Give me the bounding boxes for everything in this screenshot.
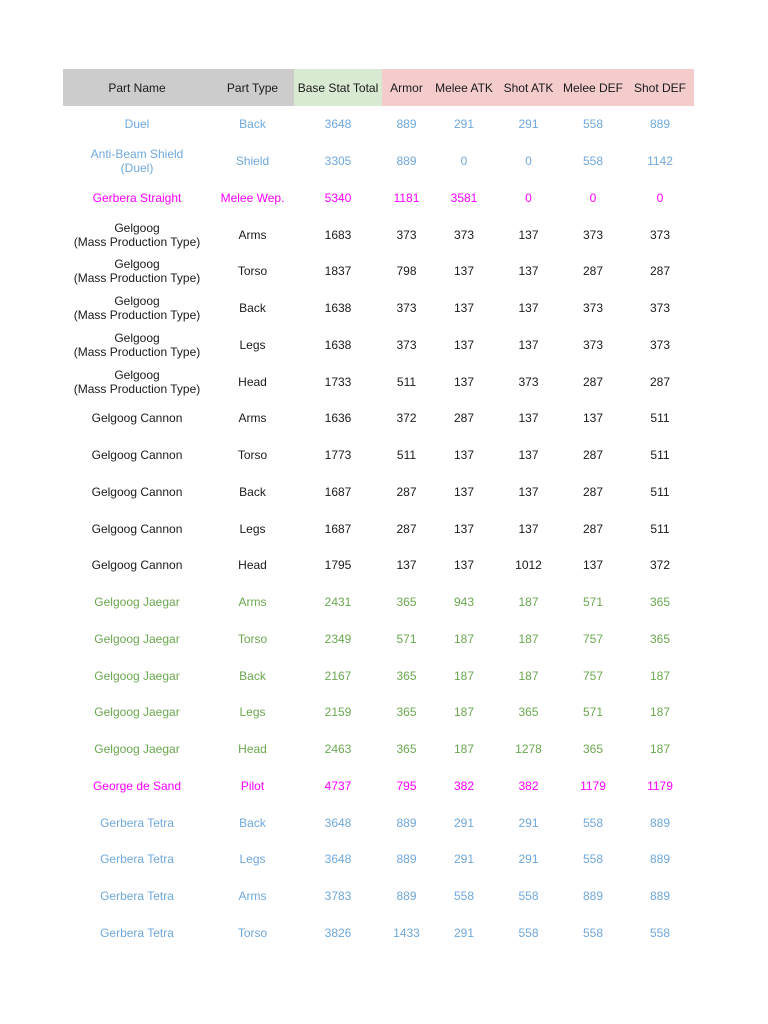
cell-melee-atk: 291 [453,117,475,132]
part-stats-table [63,69,694,951]
cell-melee-def: 287 [582,264,604,279]
cell-base-stat-total: 1733 [324,374,352,389]
cell-melee-def: 287 [582,484,604,499]
part-name-line: Gerbera Tetra [100,889,174,904]
cell-melee-def: 558 [582,815,604,830]
cell-melee-atk: 0 [460,154,468,169]
table-row [63,621,694,658]
cell-base-stat-total: 3648 [324,852,352,867]
cell-melee-def: 365 [582,742,604,757]
table-row [63,253,694,290]
cell-part-type: Back [239,301,266,316]
cell-shot-def: 373 [649,301,671,316]
cell-part-type: Shield [235,154,270,169]
cell-melee-atk: 137 [453,374,475,389]
part-name-line: George de Sand [92,778,182,793]
header-melee-atk: Melee ATK [431,69,497,106]
cell-shot-atk: 1012 [515,558,542,573]
cell-melee-atk: 291 [453,925,475,940]
table-row [63,216,694,253]
part-name-line: (Mass Production Type) [73,344,201,359]
cell-melee-def: 889 [582,889,604,904]
cell-melee-atk: 187 [453,631,475,646]
cell-part-name [63,804,211,841]
part-name-line: (Mass Production Type) [73,234,201,249]
cell-part-name [63,621,211,658]
cell-armor: 365 [396,705,417,720]
cell-base-stat-total: 3648 [324,117,352,132]
part-name-line: Gelgoog Jaegar [94,742,180,757]
cell-part-type: Arms [238,595,267,610]
cell-armor: 365 [396,668,417,683]
cell-melee-atk: 137 [453,521,475,536]
cell-shot-atk: 291 [518,852,539,867]
cell-armor: 889 [396,154,417,169]
cell-shot-atk: 137 [518,448,539,463]
cell-armor: 373 [396,227,417,242]
cell-part-name [63,400,211,437]
cell-part-type: Melee Wep. [220,190,285,205]
cell-shot-atk: 187 [518,668,539,683]
cell-shot-def: 889 [649,852,671,867]
cell-part-type: Arms [238,227,267,242]
cell-shot-atk: 373 [518,374,539,389]
cell-shot-def: 372 [649,558,671,573]
cell-base-stat-total: 3826 [324,925,352,940]
cell-armor: 1181 [393,190,420,205]
cell-melee-atk: 287 [453,411,475,426]
cell-shot-atk: 365 [518,705,539,720]
table-row [63,804,694,841]
cell-shot-def: 0 [656,190,664,205]
cell-base-stat-total: 5340 [324,190,352,205]
cell-shot-def: 365 [649,595,671,610]
cell-base-stat-total: 1638 [324,337,352,352]
cell-base-stat-total: 1795 [324,558,352,573]
cell-shot-atk: 382 [518,778,539,793]
header-shot-def: Shot DEF [626,69,694,106]
part-name-line: (Duel) [120,161,154,176]
part-name-line: Gelgoog Cannon [91,411,183,426]
cell-base-stat-total: 2167 [324,668,352,683]
cell-melee-atk: 137 [453,558,475,573]
cell-armor: 137 [396,558,417,573]
cell-armor: 889 [396,117,417,132]
cell-melee-def: 137 [582,411,604,426]
cell-armor: 795 [396,778,417,793]
cell-shot-atk: 137 [518,264,539,279]
cell-shot-def: 365 [649,631,671,646]
cell-melee-def: 558 [582,925,604,940]
cell-part-type: Back [239,484,266,499]
cell-shot-atk: 291 [518,117,539,132]
cell-shot-atk: 137 [518,227,539,242]
cell-base-stat-total: 2431 [324,595,352,610]
table-row [63,878,694,915]
table-row [63,290,694,327]
cell-armor: 287 [396,521,417,536]
cell-melee-atk: 291 [453,815,475,830]
cell-part-name [63,106,211,143]
table-row [63,400,694,437]
part-name-line: Gelgoog Cannon [91,484,183,499]
cell-part-type: Pilot [240,778,265,793]
cell-melee-def: 571 [582,705,604,720]
part-name-line: (Mass Production Type) [73,308,201,323]
cell-part-type: Torso [237,448,268,463]
cell-part-name [63,768,211,805]
cell-melee-atk: 943 [453,595,475,610]
cell-armor: 1433 [393,925,420,940]
cell-base-stat-total: 1683 [324,227,352,242]
part-name-line: (Mass Production Type) [73,271,201,286]
cell-melee-def: 373 [582,227,604,242]
cell-base-stat-total: 2349 [324,631,352,646]
cell-part-name [63,510,211,547]
cell-shot-def: 511 [650,484,670,499]
part-name-line: Gerbera Straight [92,190,182,205]
cell-part-type: Back [239,117,266,132]
part-name-line: Gelgoog Cannon [91,558,183,573]
cell-melee-def: 558 [582,117,604,132]
cell-part-type: Legs [239,705,266,720]
cell-melee-atk: 291 [453,852,475,867]
cell-part-type: Head [238,374,267,389]
cell-melee-def: 287 [582,374,604,389]
cell-armor: 571 [396,631,417,646]
cell-melee-def: 373 [582,301,604,316]
cell-part-name [63,915,211,952]
cell-base-stat-total: 1773 [324,448,352,463]
cell-base-stat-total: 2463 [324,742,352,757]
cell-shot-atk: 137 [518,411,539,426]
cell-melee-atk: 137 [453,264,475,279]
part-name-line: Gelgoog Jaegar [94,595,180,610]
table-row [63,694,694,731]
header-row [63,69,694,106]
table-row [63,180,694,217]
part-name-line: Gelgoog Jaegar [94,668,180,683]
table-row [63,768,694,805]
cell-melee-def: 287 [582,448,604,463]
part-name-line: Anti-Beam Shield [90,147,184,162]
cell-shot-atk: 558 [518,889,539,904]
cell-melee-atk: 137 [453,484,475,499]
part-name-line: Gelgoog [114,330,160,345]
cell-part-type: Torso [237,264,268,279]
cell-shot-atk: 0 [525,190,532,205]
cell-armor: 373 [396,301,417,316]
cell-shot-def: 187 [649,705,671,720]
cell-shot-atk: 187 [518,631,539,646]
cell-armor: 372 [396,411,417,426]
cell-part-name [63,290,211,327]
cell-shot-atk: 137 [518,484,539,499]
part-name-line: (Mass Production Type) [73,381,201,396]
header-shot-atk: Shot ATK [497,69,560,106]
cell-shot-atk: 0 [525,154,532,169]
table-row [63,143,694,180]
cell-part-type: Back [239,815,266,830]
table-body [63,106,694,951]
cell-base-stat-total: 3783 [324,889,352,904]
cell-armor: 287 [396,484,417,499]
cell-part-name [63,474,211,511]
cell-base-stat-total: 1837 [324,264,352,279]
header-melee-def: Melee DEF [560,69,626,106]
cell-melee-atk: 373 [453,227,475,242]
part-name-line: Gelgoog [114,294,160,309]
cell-shot-def: 511 [650,521,670,536]
table-row [63,474,694,511]
cell-melee-def: 757 [582,631,604,646]
cell-part-type: Torso [237,631,268,646]
header-part-name: Part Name [63,69,211,106]
header-base-stat-total: Base Stat Total [294,69,382,106]
table-row [63,657,694,694]
cell-shot-def: 187 [649,742,671,757]
cell-melee-def: 571 [582,595,604,610]
cell-shot-atk: 1278 [515,742,542,757]
cell-shot-atk: 187 [518,595,539,610]
cell-part-name [63,841,211,878]
cell-shot-atk: 137 [518,337,539,352]
table-row [63,437,694,474]
cell-part-name [63,437,211,474]
cell-shot-def: 558 [649,925,671,940]
cell-melee-def: 757 [582,668,604,683]
cell-armor: 798 [396,264,417,279]
cell-melee-def: 287 [582,521,604,536]
cell-melee-atk: 137 [453,337,475,352]
cell-shot-def: 889 [649,889,671,904]
part-name-line: Gerbera Tetra [100,925,174,940]
cell-part-name [63,180,211,217]
cell-melee-atk: 187 [453,742,475,757]
cell-part-type: Legs [239,852,266,867]
cell-part-name [63,327,211,364]
cell-shot-atk: 137 [518,521,539,536]
cell-part-name [63,878,211,915]
cell-melee-atk: 137 [453,448,475,463]
cell-part-type: Arms [238,411,267,426]
cell-shot-def: 1142 [647,154,673,169]
cell-part-type: Back [239,668,266,683]
cell-part-type: Head [238,742,267,757]
cell-part-name [63,547,211,584]
cell-part-type: Head [238,558,267,573]
table-row [63,106,694,143]
table-row [63,915,694,952]
cell-base-stat-total: 3648 [324,815,352,830]
table-row [63,363,694,400]
table-row [63,327,694,364]
cell-armor: 889 [396,889,417,904]
cell-armor: 365 [396,595,417,610]
cell-shot-def: 287 [649,374,671,389]
cell-melee-atk: 382 [453,778,475,793]
cell-part-name [63,143,211,180]
cell-part-name [63,694,211,731]
cell-base-stat-total: 3305 [324,154,352,169]
part-name-line: Gelgoog [114,257,160,272]
part-name-line: Gelgoog [114,367,160,382]
cell-armor: 511 [396,448,417,463]
cell-part-type: Legs [239,521,266,536]
cell-base-stat-total: 1638 [324,301,352,316]
part-name-line: Gerbera Tetra [100,815,174,830]
cell-melee-atk: 187 [453,705,475,720]
part-name-line: Gerbera Tetra [100,852,174,867]
part-name-line: Gelgoog Jaegar [94,705,180,720]
part-name-line: Gelgoog Cannon [91,521,183,536]
table-row [63,547,694,584]
cell-melee-atk: 3581 [450,190,478,205]
cell-part-name [63,731,211,768]
cell-shot-def: 889 [649,815,671,830]
cell-melee-def: 558 [582,154,604,169]
cell-part-name [63,584,211,621]
cell-shot-def: 373 [649,337,671,352]
cell-armor: 889 [396,815,417,830]
cell-shot-atk: 137 [518,301,539,316]
cell-shot-atk: 558 [518,925,539,940]
cell-armor: 365 [396,742,417,757]
table-header [63,69,694,106]
cell-shot-def: 511 [650,411,670,426]
cell-part-type: Torso [237,925,268,940]
cell-shot-def: 889 [649,117,671,132]
cell-base-stat-total: 2159 [324,705,352,720]
header-part-type: Part Type [211,69,294,106]
cell-part-name [63,253,211,290]
cell-melee-def: 373 [582,337,604,352]
cell-melee-atk: 558 [453,889,475,904]
table-row [63,510,694,547]
cell-part-type: Legs [239,337,266,352]
cell-shot-def: 287 [649,264,671,279]
part-name-line: Gelgoog Cannon [91,448,183,463]
cell-part-name [63,216,211,253]
cell-shot-def: 373 [649,227,671,242]
cell-base-stat-total: 1687 [324,484,352,499]
cell-base-stat-total: 4737 [324,778,352,793]
part-name-line: Duel [124,117,150,132]
cell-melee-atk: 187 [453,668,475,683]
cell-melee-def: 137 [582,558,604,573]
table-row [63,731,694,768]
cell-armor: 889 [396,852,417,867]
cell-melee-atk: 137 [453,301,475,316]
cell-shot-atk: 291 [518,815,539,830]
cell-armor: 373 [396,337,417,352]
cell-melee-def: 558 [582,852,604,867]
header-armor: Armor [382,69,431,106]
cell-base-stat-total: 1636 [324,411,352,426]
cell-part-type: Arms [238,889,267,904]
cell-part-name [63,363,211,400]
cell-melee-def: 0 [589,190,597,205]
cell-shot-def: 1179 [647,778,673,793]
table-row [63,841,694,878]
cell-part-name [63,657,211,694]
cell-melee-def: 1179 [580,778,606,793]
part-name-line: Gelgoog Jaegar [94,631,180,646]
cell-shot-def: 187 [649,668,671,683]
cell-shot-def: 511 [650,448,670,463]
table-row [63,584,694,621]
cell-base-stat-total: 1687 [324,521,352,536]
cell-armor: 511 [396,374,417,389]
part-name-line: Gelgoog [114,220,160,235]
